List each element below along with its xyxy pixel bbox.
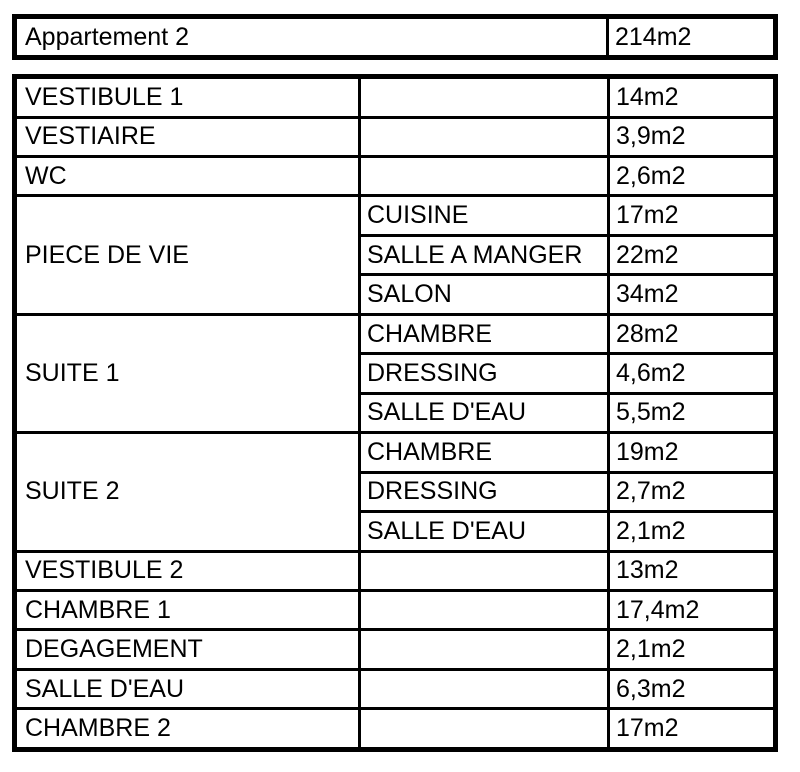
- room-area: 17m2: [609, 196, 776, 235]
- room-area: 22m2: [609, 235, 776, 274]
- room-area: 2,1m2: [609, 512, 776, 551]
- room-name: WC: [15, 157, 360, 196]
- room-group-name: SUITE 1: [15, 314, 360, 432]
- subroom-name: DRESSING: [360, 472, 609, 511]
- table-row: [15, 669, 776, 708]
- subroom-name: [360, 551, 609, 590]
- subroom-name: [360, 117, 609, 156]
- room-name: VESTIBULE 1: [15, 77, 360, 118]
- room-name: DEGAGEMENT: [15, 630, 360, 669]
- room-name: CHAMBRE 2: [15, 709, 360, 750]
- room-area: 19m2: [609, 433, 776, 472]
- room-name: VESTIBULE 2: [15, 551, 360, 590]
- room-group-name: SUITE 2: [15, 433, 360, 551]
- subroom-name: [360, 709, 609, 750]
- room-name: VESTIAIRE: [15, 117, 360, 156]
- apartment-title: Appartement 2: [17, 19, 609, 55]
- room-area: 17,4m2: [609, 590, 776, 629]
- table-row: [15, 590, 776, 629]
- table-row: [15, 630, 776, 669]
- room-area: 4,6m2: [609, 354, 776, 393]
- table-row: [15, 314, 776, 353]
- subroom-name: SALLE D'EAU: [360, 393, 609, 432]
- subroom-name: [360, 630, 609, 669]
- subroom-name: [360, 590, 609, 629]
- room-area: 13m2: [609, 551, 776, 590]
- rooms-table: [12, 74, 778, 752]
- room-area: 2,1m2: [609, 630, 776, 669]
- subroom-name: [360, 669, 609, 708]
- room-group-name: PIECE DE VIE: [15, 196, 360, 314]
- subroom-name: SALLE D'EAU: [360, 512, 609, 551]
- subroom-name: DRESSING: [360, 354, 609, 393]
- apartment-header: [12, 14, 778, 60]
- table-row: [15, 196, 776, 235]
- room-name: CHAMBRE 1: [15, 590, 360, 629]
- room-area: 3,9m2: [609, 117, 776, 156]
- table-row: [15, 77, 776, 118]
- room-area: 14m2: [609, 77, 776, 118]
- room-area: 34m2: [609, 275, 776, 314]
- subroom-name: CUISINE: [360, 196, 609, 235]
- table-row: [15, 117, 776, 156]
- room-area: 2,6m2: [609, 157, 776, 196]
- room-area: 6,3m2: [609, 669, 776, 708]
- room-name: SALLE D'EAU: [15, 669, 360, 708]
- apartment-total-area: 214m2: [615, 23, 692, 51]
- table-row: [15, 433, 776, 472]
- room-area: 17m2: [609, 709, 776, 750]
- room-area: 5,5m2: [609, 393, 776, 432]
- room-area: 2,7m2: [609, 472, 776, 511]
- subroom-name: CHAMBRE: [360, 433, 609, 472]
- subroom-name: SALLE A MANGER: [360, 235, 609, 274]
- subroom-name: [360, 77, 609, 118]
- subroom-name: CHAMBRE: [360, 314, 609, 353]
- table-row: [15, 709, 776, 750]
- subroom-name: SALON: [360, 275, 609, 314]
- room-area: 28m2: [609, 314, 776, 353]
- table-row: [15, 157, 776, 196]
- subroom-name: [360, 157, 609, 196]
- table-row: [15, 551, 776, 590]
